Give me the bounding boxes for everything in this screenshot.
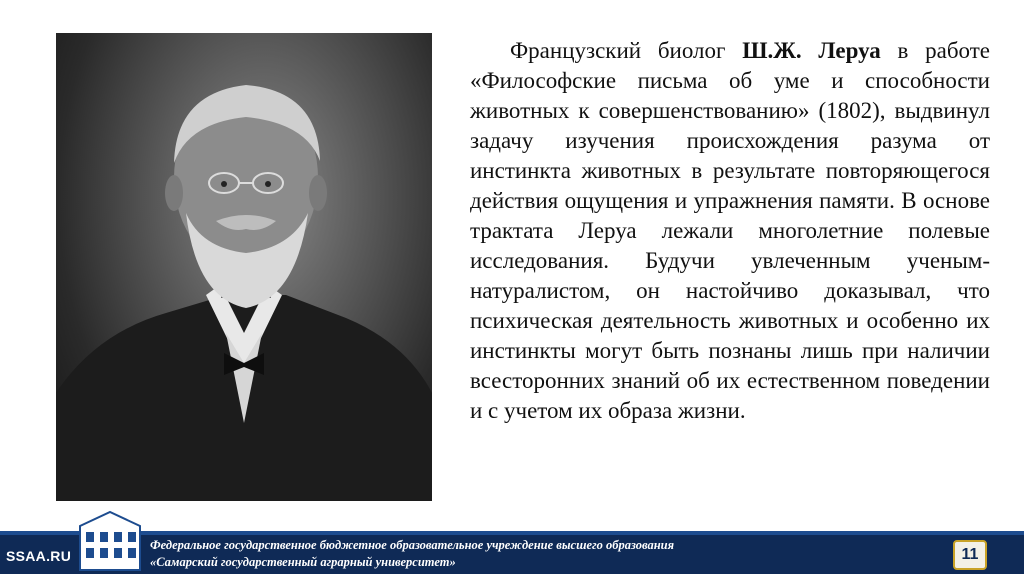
university-building-icon — [74, 508, 146, 574]
body-paragraph — [470, 36, 990, 426]
site-logo-text[interactable]: SSAA.RU — [6, 548, 72, 564]
page-number-badge: 11 — [953, 540, 987, 570]
footer-institution-line1: Федеральное государственное бюджетное образовательное учреждение высшего образования — [150, 538, 675, 552]
paragraph-rest: в работе «Философские письма об уме и способности животных к совершенствованию» (1802), выдвинул задачу изучения происхождения разума от инстинкта животных в результате повторяющегося действия ощущения и упражнения памяти. В основе трактата Леруа лежали многолетние полевые исследования. Будучи увлеченным ученым-натуралистом, он настойчиво доказывал, что психическая деятельность животных и особенно их инстинкты могут быть познаны лишь при наличии всесторонних знаний об их естественном поведении и с учетом их образа жизни. — [470, 38, 991, 423]
paragraph-start: Французский биолог — [510, 38, 743, 63]
paragraph-bold-name: Ш.Ж. Леруа — [742, 38, 881, 63]
portrait-photo — [56, 33, 432, 501]
footer-institution-line2: «Самарский государственный аграрный университет» — [150, 555, 456, 569]
